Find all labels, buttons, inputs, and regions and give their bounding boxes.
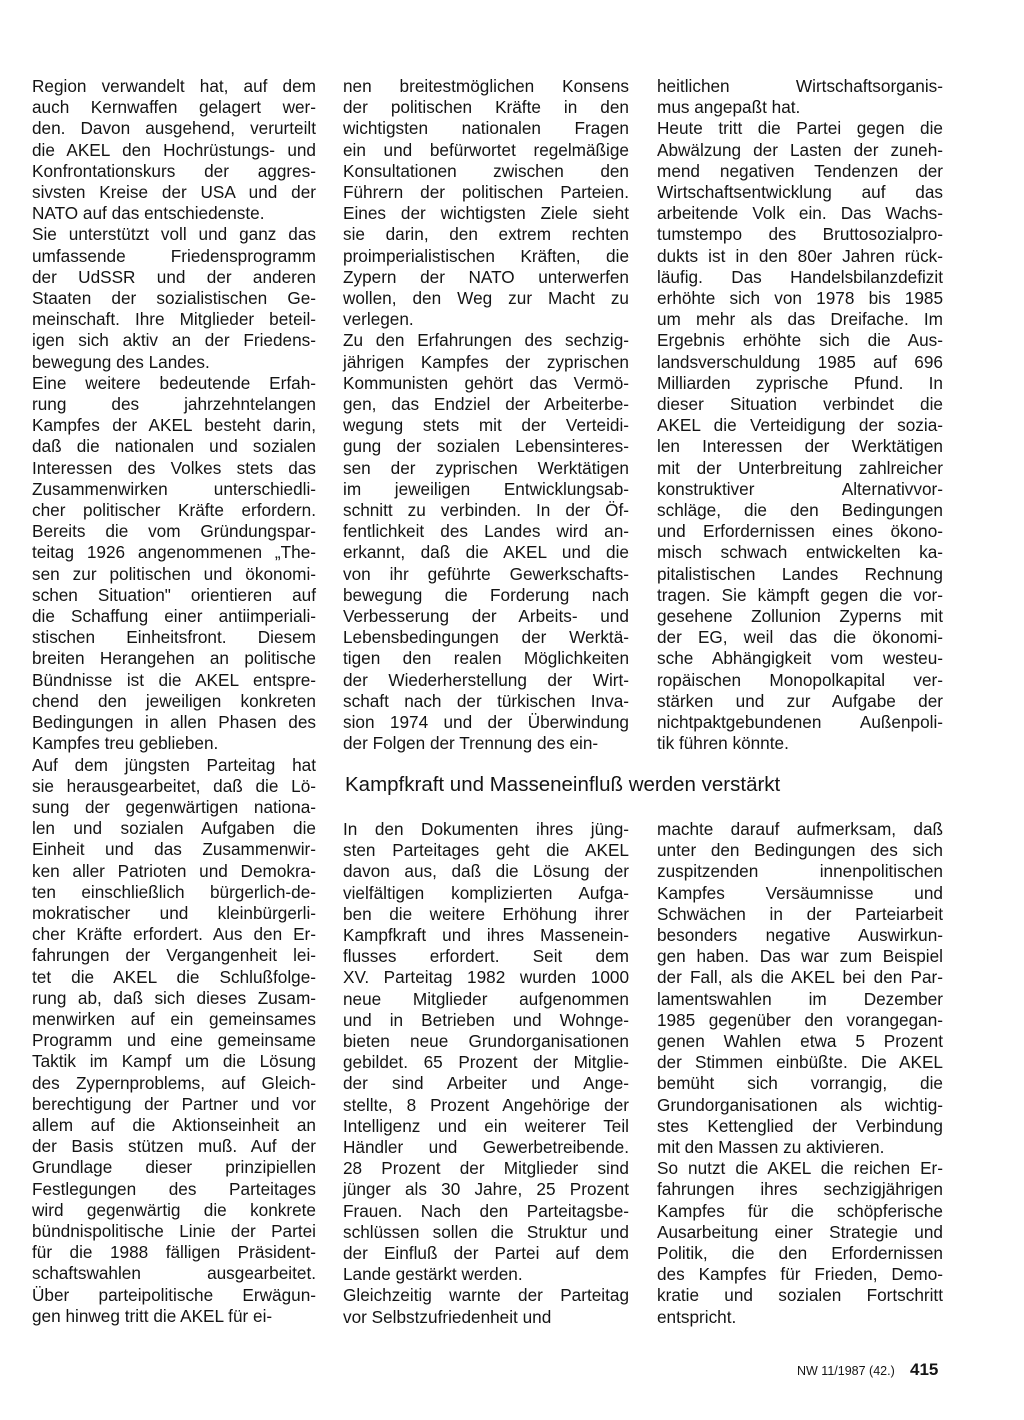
text-line: machte darauf aufmerksam, daß	[657, 819, 943, 839]
text-line: AKEL die Verteidigung der sozia-	[657, 415, 943, 436]
text-line: der Folgen der Trennung des ein-	[343, 733, 599, 754]
text-line: Heute tritt die Partei gegen die	[657, 118, 943, 139]
text-line: vielfältigen komplizierten Aufga-	[343, 882, 629, 903]
section-heading: Kampfkraft und Masseneinfluß werden verstärkt	[345, 773, 781, 796]
text-line: Festlegungen des Parteitages	[32, 1178, 316, 1199]
text-line: Konfrontationskurs der aggres-	[32, 160, 316, 181]
text-line: konstruktiver Alternativvor-	[657, 478, 943, 499]
text-line: wollen, den Weg zur Macht zu	[343, 288, 629, 309]
text-line: cher Kräfte erfordert. Aus den Er-	[32, 924, 316, 945]
text-line: Verbesserung der Arbeits- und	[343, 606, 629, 627]
text-line: ken aller Patrioten und Demokra-	[32, 860, 316, 881]
text-line: Politik, die den Erfordernissen	[657, 1243, 943, 1264]
text-line: gen haben. Das war zum Beispiel	[657, 946, 943, 967]
text-line: sen der zyprischen Werktätigen	[343, 457, 629, 478]
text-line: Abwälzung der Lasten der zuneh-	[657, 139, 943, 160]
text-line: mend negativen Tendenzen der	[657, 160, 943, 181]
text-line: breiten Herangehen an politische	[32, 648, 316, 669]
text-line: bieten neue Grundorganisationen	[343, 1031, 629, 1052]
text-line: Frauen. Nach den Parteitagsbe-	[343, 1200, 629, 1221]
text-line: tik führen könnte.	[657, 733, 789, 754]
text-line: So nutzt die AKEL die reichen Er-	[657, 1158, 943, 1179]
text-line: im jeweiligen Entwicklungsab-	[343, 478, 629, 499]
text-line: Zu den Erfahrungen des sechzig-	[343, 330, 629, 351]
text-line: stärken und zur Aufgabe der	[657, 690, 943, 711]
text-line: wegung stets mit der Verteidi-	[343, 415, 629, 436]
text-line: sten Parteitages geht die AKEL	[343, 840, 629, 861]
text-line: Kampfes treu geblieben.	[32, 733, 219, 754]
text-line: rung des jahrzehntelangen	[32, 394, 316, 415]
text-line: Kampfes der AKEL besteht darin,	[32, 415, 316, 436]
text-line: dieser Situation verbindet die	[657, 394, 943, 415]
text-line: Bereits die vom Gründungspar-	[32, 521, 316, 542]
text-line: vor Selbstzufriedenheit und	[343, 1306, 552, 1327]
text-line: fahrungen der Vergangenheit lei-	[32, 945, 316, 966]
text-line: Lebensbedingungen der Werktä-	[343, 627, 629, 648]
text-line: der Basis stützen muß. Auf der	[32, 1136, 316, 1157]
text-line: nen breitestmöglichen Konsens	[343, 76, 629, 96]
text-column-3	[657, 76, 943, 755]
text-line: len Interessen der Werktätigen	[657, 436, 943, 457]
text-line: schnitt zu verbinden. In der Öf-	[343, 500, 629, 521]
text-line: Interessen des Volkes stets das	[32, 457, 316, 478]
text-line: igen sich aktiv an der Friedens-	[32, 330, 316, 351]
text-line: tet die AKEL die Schlußfolge-	[32, 966, 316, 987]
text-line: erkannt, daß die AKEL und die	[343, 542, 629, 563]
text-line: pitalistischen Landes Rechnung	[657, 563, 943, 584]
text-line: für die 1988 fälligen Präsident-	[32, 1242, 316, 1263]
text-line: sie darin, den extrem rechten	[343, 224, 629, 245]
text-line: ten einschließlich bürgerlich-de-	[32, 881, 316, 902]
text-line: sche Abhängigkeit vom westeu-	[657, 648, 943, 669]
text-line: bündnispolitische Linie der Partei	[32, 1220, 316, 1241]
text-line: fahrungen ihres sechzigjährigen	[657, 1179, 943, 1200]
text-column-5	[657, 819, 943, 1328]
text-line: mokratischer und kleinbürgerli-	[32, 902, 316, 923]
text-line: und in Betrieben und Wohnge-	[343, 1009, 629, 1030]
text-line: Kampfes für die schöpferische	[657, 1200, 943, 1221]
text-line: ropäischen Monopolkapital ver-	[657, 669, 943, 690]
text-line: der Stimmen einbüßte. Die AKEL	[657, 1052, 943, 1073]
text-line: um mehr als das Dreifache. Im	[657, 309, 943, 330]
text-line: ein und befürwortet regelmäßige	[343, 139, 629, 160]
text-line: sung der gegenwärtigen nationa-	[32, 796, 316, 817]
text-line: neue Mitglieder aufgenommen	[343, 988, 629, 1009]
text-line: Eines der wichtigsten Ziele sieht	[343, 203, 629, 224]
text-line: Schwächen in der Parteiarbeit	[657, 903, 943, 924]
text-line: läufig. Das Handelsbilanzdefizit	[657, 266, 943, 287]
text-line: Kampfkraft und ihres Massenein-	[343, 925, 629, 946]
text-line: len und sozialen Aufgaben die	[32, 818, 316, 839]
text-line: kratie und sozialen Fortschritt	[657, 1285, 943, 1306]
text-line: tragen. Sie kämpft gegen die vor-	[657, 584, 943, 605]
text-line: die Schaffung einer antiimperiali-	[32, 606, 316, 627]
text-line: davon aus, daß die Lösung der	[343, 861, 629, 882]
text-line: gesehene Zollunion Zyperns mit	[657, 606, 943, 627]
text-line: des Kampfes für Frieden, Demo-	[657, 1264, 943, 1285]
text-column-4	[343, 819, 629, 1328]
text-line: Zypern der NATO unterwerfen	[343, 266, 629, 287]
text-line: daß die nationalen und sozialen	[32, 436, 316, 457]
text-line: stes Kettenglied der Verbindung	[657, 1115, 943, 1136]
text-column-2	[343, 76, 629, 755]
text-line: Auf dem jüngsten Parteitag hat	[32, 754, 316, 775]
text-line: des Zypernproblems, auf Gleich-	[32, 1072, 316, 1093]
issue-reference: NW 11/1987 (42.)	[797, 1364, 895, 1378]
text-line: Bündnisse ist die AKEL entspre-	[32, 669, 316, 690]
text-line: Staaten der sozialistischen Ge-	[32, 288, 316, 309]
text-line: Kommunisten gehört das Vermö-	[343, 372, 629, 393]
page-number: 415	[910, 1360, 939, 1379]
text-line: arbeitende Volk ein. Das Wachs-	[657, 203, 943, 224]
text-line: sivsten Kreise der USA und der	[32, 182, 316, 203]
text-line: Region verwandelt hat, auf dem	[32, 76, 316, 96]
text-line: Milliarden zyprische Pfund. In	[657, 372, 943, 393]
text-line: Über parteipolitische Erwägun-	[32, 1284, 316, 1305]
text-line: Wirtschaftsentwicklung auf das	[657, 182, 943, 203]
text-line: der Einfluß der Partei auf dem	[343, 1243, 629, 1264]
text-line: der politischen Kräfte in den	[343, 97, 629, 118]
text-line: chend den jeweiligen konkreten	[32, 690, 316, 711]
text-line: teitag 1926 angenommenen „The-	[32, 542, 316, 563]
text-line: ben die weitere Erhöhung ihrer	[343, 903, 629, 924]
text-line: lamentswahlen im Dezember	[657, 988, 943, 1009]
text-column-1	[32, 76, 316, 1327]
text-line: entspricht.	[657, 1306, 737, 1327]
text-line: gen, das Endziel der Arbeiterbe-	[343, 394, 629, 415]
text-line: von ihr geführte Gewerkschafts-	[343, 563, 629, 584]
text-line: gung der sozialen Lebensinteres-	[343, 436, 629, 457]
text-line: Gleichzeitig warnte der Parteitag	[343, 1285, 629, 1306]
text-line: Konsultationen zwischen den	[343, 160, 629, 181]
text-line: wird gegenwärtig die konkrete	[32, 1199, 316, 1220]
text-line: schlüssen sollen die Struktur und	[343, 1221, 629, 1242]
text-line: schaftswahlen ausgearbeitet.	[32, 1263, 316, 1284]
text-line: Sie unterstützt voll und ganz das	[32, 224, 316, 245]
text-line: schläge, die den Bedingungen	[657, 500, 943, 521]
text-line: menwirken auf ein gemeinsames	[32, 1008, 316, 1029]
text-line: jünger als 30 Jahre, 25 Prozent	[343, 1179, 629, 1200]
text-line: erhöhte sich von 1978 bis 1985	[657, 288, 943, 309]
text-line: meinschaft. Ihre Mitglieder beteil-	[32, 309, 316, 330]
text-line: unter den Bedingungen des sich	[657, 840, 943, 861]
text-line: besonders negative Auswirkun-	[657, 925, 943, 946]
text-line: Führern der politischen Parteien.	[343, 182, 629, 203]
text-line: proimperialistischen Kräften, die	[343, 245, 629, 266]
text-line: flusses erfordert. Seit dem	[343, 946, 629, 967]
text-line: mit der Unterbreitung zahlreicher	[657, 457, 943, 478]
text-line: stellte, 8 Prozent Angehörige der	[343, 1094, 629, 1115]
text-line: genen Wahlen etwa 5 Prozent	[657, 1031, 943, 1052]
text-line: Lande gestärkt werden.	[343, 1264, 523, 1285]
text-line: Intelligenz und ein weiterer Teil	[343, 1115, 629, 1136]
text-line: misch schwach entwickelten ka-	[657, 542, 943, 563]
text-line: sen zur politischen und ökonomi-	[32, 563, 316, 584]
text-line: Kampfes Versäumnisse und	[657, 882, 943, 903]
text-line: Einheit und das Zusammenwir-	[32, 839, 316, 860]
text-line: verlegen.	[343, 309, 414, 330]
text-line: Grundlage dieser prinzipiellen	[32, 1157, 316, 1178]
text-line: der Fall, als die AKEL bei den Par-	[657, 967, 943, 988]
text-line: In den Dokumenten ihres jüng-	[343, 819, 629, 839]
text-line: fentlichkeit des Landes wird an-	[343, 521, 629, 542]
text-line: zuspitzenden innenpolitischen	[657, 861, 943, 882]
text-line: der EG, weil das die ökonomi-	[657, 627, 943, 648]
text-line: landsverschuldung 1985 auf 696	[657, 351, 943, 372]
text-line: Ausarbeitung einer Strategie und	[657, 1221, 943, 1242]
text-line: schen Situation" orientieren auf	[32, 584, 316, 605]
text-line: rung ab, daß sich dieses Zusam-	[32, 987, 316, 1008]
text-line: schaft nach der türkischen Inva-	[343, 690, 629, 711]
text-line: NATO auf das entschiedenste.	[32, 203, 265, 224]
text-line: mus angepaßt hat.	[657, 97, 801, 118]
text-line: dukts ist in den 80er Jahren rück-	[657, 245, 943, 266]
text-line: cher politischer Kräfte erfordern.	[32, 500, 316, 521]
text-line: Ergebnis erhöhte sich die Aus-	[657, 330, 943, 351]
text-line: tumstempo des Bruttosozialpro-	[657, 224, 943, 245]
text-line: den. Davon ausgehend, verurteilt	[32, 118, 316, 139]
text-line: bewegung des Landes.	[32, 351, 210, 372]
text-line: stischen Einheitsfront. Diesem	[32, 627, 316, 648]
text-line: Eine weitere bedeutende Erfah-	[32, 372, 316, 393]
text-line: gen hinweg tritt die AKEL für ei-	[32, 1305, 273, 1326]
text-line: heitlichen Wirtschaftsorganis-	[657, 76, 943, 96]
text-line: Bedingungen in allen Phasen des	[32, 712, 316, 733]
text-line: berechtigung der Partner und vor	[32, 1093, 316, 1114]
text-line: sie herausgearbeitet, daß die Lö-	[32, 775, 316, 796]
text-line: sion 1974 und der Überwindung	[343, 712, 629, 733]
text-line: der sind Arbeiter und Ange-	[343, 1073, 629, 1094]
text-line: umfassende Friedensprogramm	[32, 245, 316, 266]
text-line: mit den Massen zu aktivieren.	[657, 1137, 885, 1158]
text-line: der UdSSR und der anderen	[32, 266, 316, 287]
text-line: auch Kernwaffen gelagert wer-	[32, 97, 316, 118]
text-line: und Erfordernissen eines ökono-	[657, 521, 943, 542]
text-line: wichtigsten nationalen Fragen	[343, 118, 629, 139]
text-line: nichtpaktgebundenen Außenpoli-	[657, 712, 943, 733]
text-line: tigen den realen Möglichkeiten	[343, 648, 629, 669]
text-line: bewegung die Forderung nach	[343, 584, 629, 605]
text-line: gebildet. 65 Prozent der Mitglie-	[343, 1052, 629, 1073]
text-line: jährigen Kampfes der zyprischen	[343, 351, 629, 372]
text-line: Programm und eine gemeinsame	[32, 1030, 316, 1051]
text-line: Händler und Gewerbetreibende.	[343, 1137, 629, 1158]
text-line: bemüht sich vorrangig, die	[657, 1073, 943, 1094]
text-line: Grundorganisationen als wichtig-	[657, 1094, 943, 1115]
text-line: Zusammenwirken unterschiedli-	[32, 478, 316, 499]
text-line: Taktik im Kampf um die Lösung	[32, 1051, 316, 1072]
text-line: die AKEL den Hochrüstungs- und	[32, 139, 316, 160]
text-line: 1985 gegenüber den vorangegan-	[657, 1009, 943, 1030]
text-line: der Wiederherstellung der Wirt-	[343, 669, 629, 690]
text-line: allem auf die Aktionseinheit an	[32, 1114, 316, 1135]
text-line: 28 Prozent der Mitglieder sind	[343, 1158, 629, 1179]
text-line: XV. Parteitag 1982 wurden 1000	[343, 967, 629, 988]
